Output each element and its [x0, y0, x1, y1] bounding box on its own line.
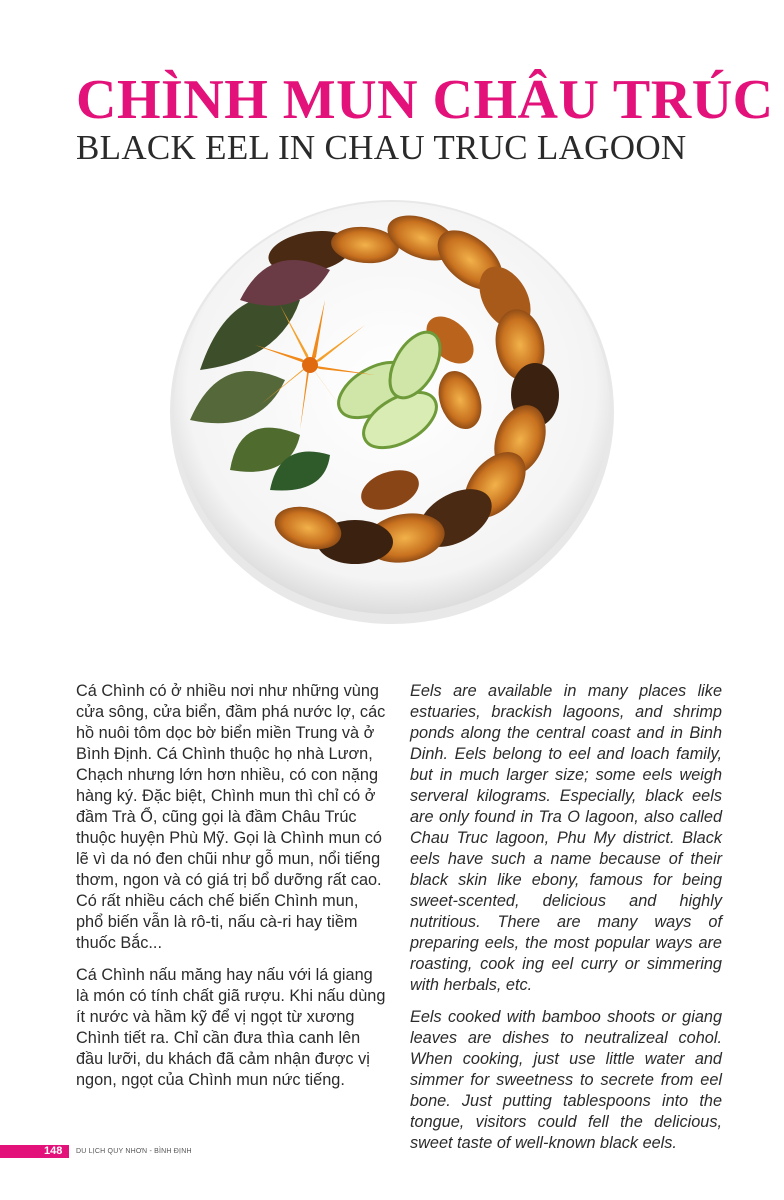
vi-paragraph-2: Cá Chình nấu măng hay nấu với lá giang là món có tính chất giã rượu. Khi nấu dùng ít nước và hầm kỹ để vị ngọt từ xương Chình tiết ra. Chỉ cần đưa thìa canh lên đầu lưỡi, du khách đã cảm nhận được vị ngon, ngọt của Chình mun nức tiếng. [76, 966, 386, 1089]
en-paragraph-1: Eels are available in many places like estuaries, brackish lagoons, and shrimp ponds along the central coast and in Binh Dinh. Eels belong to eel and loach family, but in much larger size; some eels weigh serveral kilograms. Especially, black eels are only found in Tra O lagoon, also called Chau Truc lagoon, Phu My district. Black eels have such a name because of their black skin like ebony, famous for being sweet-scented, delicious and highly nutritious. There are many ways of preparing eels, the most popular ways are roasting, cook ing eel curry or simmering with herbals, etc. [410, 682, 722, 994]
english-text-column [410, 681, 722, 1165]
footer-publication: DU LỊCH QUY NHƠN - BÌNH ĐỊNH [76, 1148, 192, 1155]
page-number: 148 [44, 1145, 63, 1157]
page-title: CHÌNH MUN CHÂU TRÚC [76, 69, 774, 131]
vi-paragraph-1: Cá Chình có ở nhiều nơi như những vùng cửa sông, cửa biển, đầm phá nước lợ, các hồ nuôi tôm dọc bờ biển miền Trung và ở Bình Định. Cá Chình thuộc họ nhà Lươn, Chạch nhưng lớn hơn nhiều, có con nặng hàng ký. Đặc biệt, Chình mun thì chỉ có ở đầm Trà Ổ, cũng gọi là đầm Châu Trúc thuộc huyện Phù Mỹ. Gọi là Chình mun có lẽ vì da nó đen chũi như gỗ mun, nổi tiếng thơm, ngon và có giá trị bổ dưỡng rất cao. Có rất nhiều cách chế biến Chình mun, phổ biến vẫn là rô-ti, nấu cà-ri hay tiềm thuốc Bắc... [76, 682, 386, 952]
page-subtitle: BLACK EEL IN CHAU TRUC LAGOON [76, 128, 687, 167]
dish-photo [160, 190, 630, 640]
en-paragraph-2: Eels cooked with bamboo shoots or giang leaves are dishes to neutralizeal cohol. When cooking, just use little water and simmer for sweetness to secrete from eel bone. Just putting tablespoons into the tongue, visitors could fell the delicious, sweet taste of well-known black eels. [410, 1008, 722, 1152]
vietnamese-text-column [76, 681, 388, 1102]
